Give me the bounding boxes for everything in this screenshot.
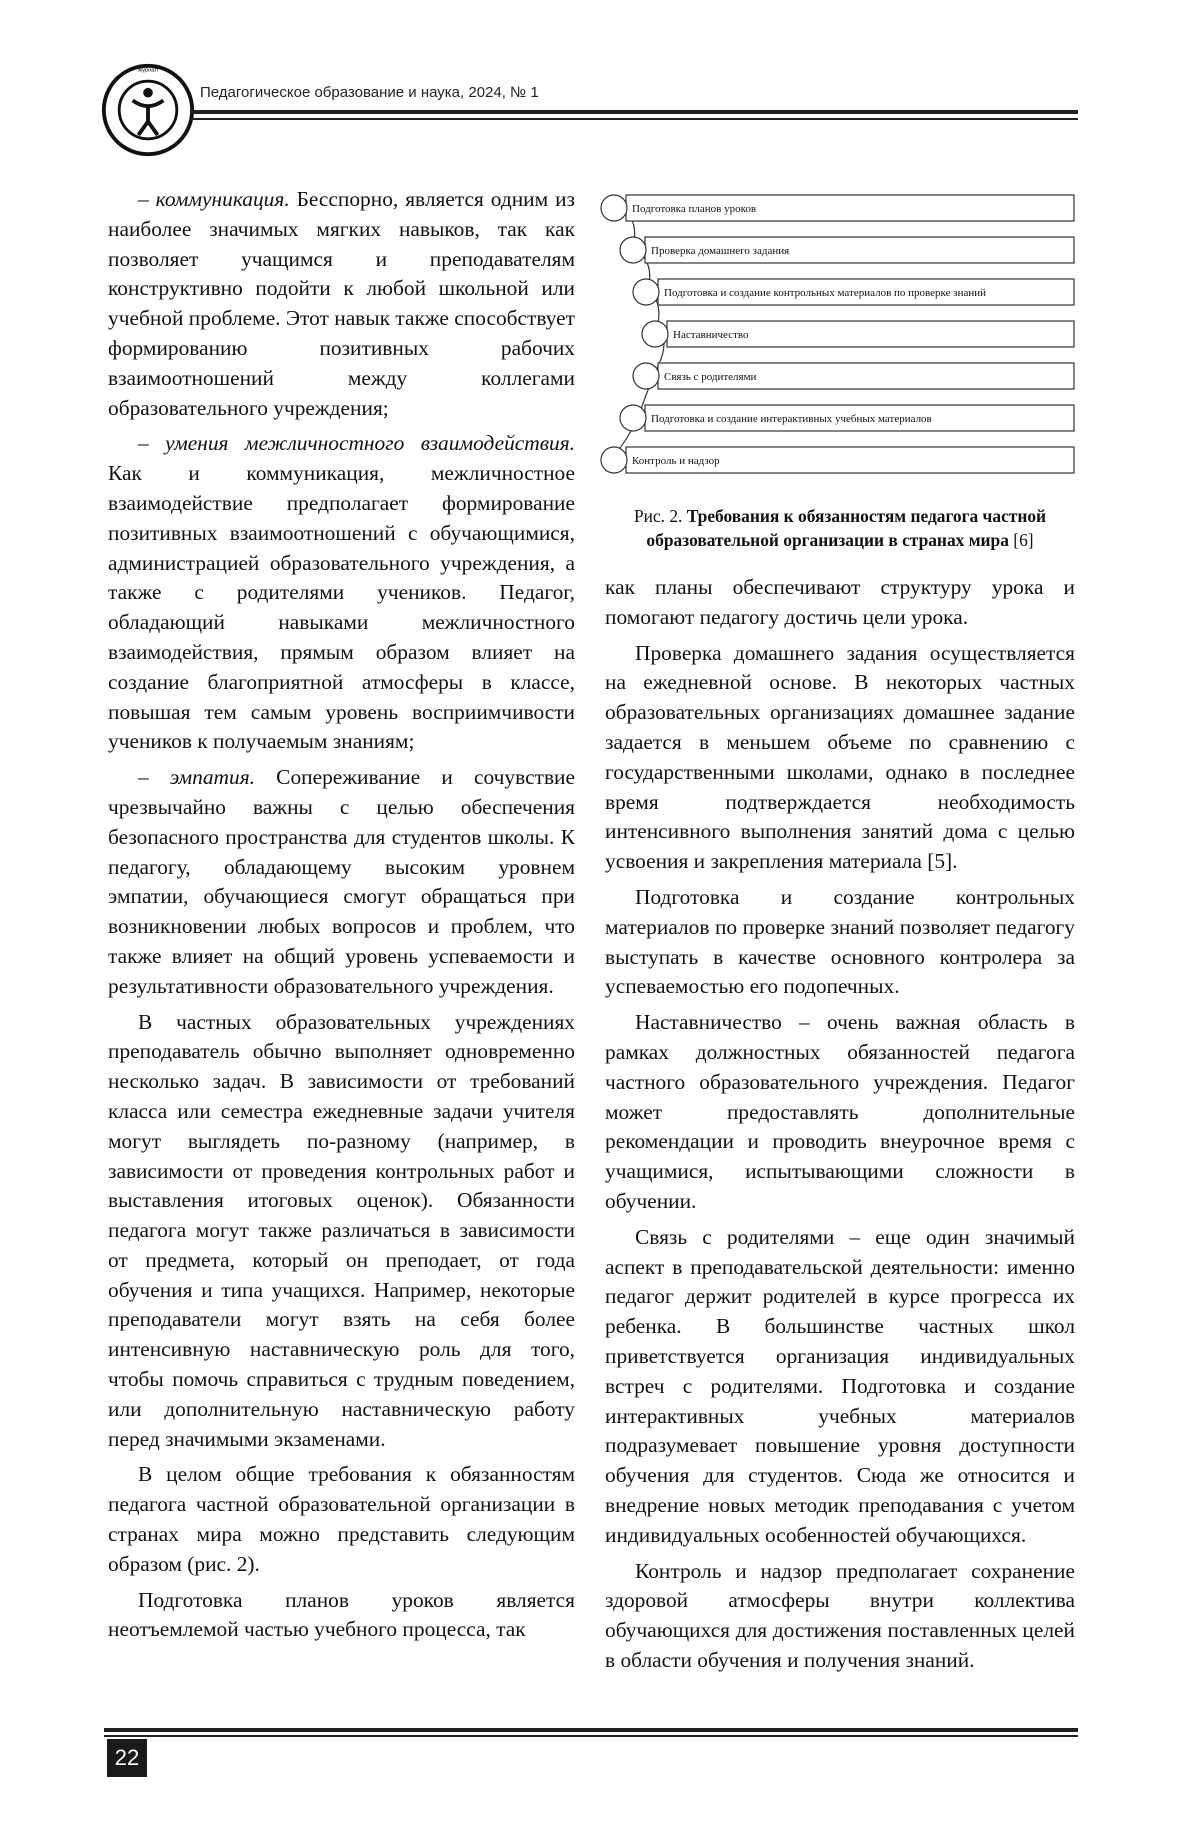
right-column xyxy=(605,573,1075,1682)
page-number: 22 xyxy=(107,1739,147,1777)
figure-row-circle xyxy=(620,237,646,263)
left-column xyxy=(108,185,575,1651)
figure-row-circle xyxy=(620,405,646,431)
paragraph: Подготовка и создание контрольных материалов по проверке знаний позволяет педагогу выступать в качестве основного контролера за успеваемостью его подопечных. xyxy=(605,884,1075,999)
figure-row-circle xyxy=(633,363,659,389)
figure-row-label: Подготовка планов уроков xyxy=(632,203,757,215)
paragraph-text: Как и коммуникация, межличностное взаимодействие предполагает формирование позитивных взаимоотношений с обучающимися, администрацией образовательного учреждения, а также с родителями учеников. Педагог, обладающий навыками межличностного взаимодействия, прямым образом влияет на создание благоприятной атмосферы в классе, повышая тем самым уровень восприимчивости учеников к получаемым знаниям; xyxy=(108,461,575,754)
figure-row-label: Наставничество xyxy=(673,329,749,341)
journal-logo xyxy=(100,62,196,158)
header-rule-thick xyxy=(190,110,1078,114)
caption-label: Рис. 2. xyxy=(633,506,683,526)
term-communication: – коммуникация. xyxy=(138,187,290,211)
figure-row-circle xyxy=(642,321,668,347)
svg-text:журнал: журнал xyxy=(138,67,158,74)
figure-caption xyxy=(600,504,1080,552)
paragraph xyxy=(108,185,575,423)
paragraph-text: Бесспорно, является одним из наиболее значимых мягких навыков, так как позволяет учащимся и преподавателям конструктивно подойти к любой школьной или учебной проблеме. Этот навык также способствует формированию позитивных рабочих взаимоотношений между коллегами образовательного учреждения; xyxy=(108,187,575,420)
paragraph: Контроль и надзор предполагает сохранение здоровой атмосферы внутри коллектива обучающихся для достижения поставленных целей в области обучения и получения знаний. xyxy=(605,1558,1075,1672)
figure-row-circle xyxy=(601,447,627,473)
caption-title: Требования к обязанностям педагога частной образовательной организации в странах мира xyxy=(646,506,1047,550)
term-interpersonal: – умения межличностного взаимодействия. xyxy=(138,431,575,456)
paragraph: Подготовка планов уроков является неотъемлемой частью учебного процесса, так xyxy=(108,1587,575,1642)
term-empathy: – эмпатия. xyxy=(138,765,255,790)
paragraph: Наставничество – очень важная область в рамках должностных обязанностей педагога частного образовательного учреждения. Педагог может предоставлять дополнительные рекомендации и проводить внеурочное время с учащимися, испытывающими сложности в обучении. xyxy=(605,1010,1075,1213)
figure-row-circle xyxy=(601,195,627,221)
paragraph xyxy=(108,429,575,757)
header-rule-thin xyxy=(190,118,1078,120)
figure-2-diagram xyxy=(600,192,1080,492)
figure-row-label: Контроль и надзор xyxy=(632,455,720,467)
figure-row-label: Подготовка и создание интерактивных учебных материалов xyxy=(651,413,932,425)
paragraph: Проверка домашнего задания осуществляется на ежедневной основе. В некоторых частных образовательных организациях домашнее задание задается в меньшем объеме по сравнению с государственными школами, однако в последнее время подтверждается необходимость интенсивного выполнения занятий дома с целью усвоения и закрепления материала [5]. xyxy=(605,640,1075,874)
footer-rule-thick xyxy=(104,1728,1078,1732)
paragraph: Связь с родителями – еще один значимый аспект в преподавательской деятельности: именно педагог держит родителей в курсе прогресса их ребенка. В большинстве частных школ приветствуется организация индивидуальных встреч с родителями. Подготовка и создание интерактивных учебных материалов подразумевает повышение уровня доступности обучения для студентов. Сюда же относится и внедрение новых методик преподавания с учетом индивидуальных особенностей обучающихся. xyxy=(605,1224,1075,1547)
caption-reference: [6] xyxy=(1013,530,1034,550)
figure-row-label: Проверка домашнего задания xyxy=(651,245,790,257)
figure-row-label: Связь с родителями xyxy=(664,371,757,383)
paragraph: В частных образовательных учреждениях преподаватель обычно выполняет одновременно несколько задач. В зависимости от требований класса или семестра ежедневные задачи учителя могут выглядеть по-разному (например, в зависимости от проведения контрольных работ и выставления итоговых оценок). Обязанности педагога могут также различаться в зависимости от предмета, который он преподает, от года обучения и типа учащихся. Например, некоторые преподаватели могут взять на себя более интенсивную наставническую роль для того, чтобы помочь справиться с трудным поведением, или дополнительную наставническую работу перед значимыми экзаменами. xyxy=(108,1009,575,1451)
paragraph: В целом общие требования к обязанностям педагога частной образовательной организации в странах мира можно представить следующим образом (рис. 2). xyxy=(108,1462,575,1576)
paragraph: как планы обеспечивают структуру урока и помогают педагогу достичь цели урока. xyxy=(605,575,1075,629)
paragraph xyxy=(108,763,575,1001)
paragraph-text: Сопереживание и сочувствие чрезвычайно важны с целью обеспечения безопасного пространства для студентов школы. К педагогу, обладающему высоким уровнем эмпатии, обучающиеся смогут обращаться при возникновении любых вопросов и проблем, что также влияет на общий уровень успеваемости и результативности образовательного учреждения. xyxy=(108,765,575,998)
footer-rule-thin xyxy=(104,1735,1078,1737)
figure-row-label: Подготовка и создание контрольных материалов по проверке знаний xyxy=(664,287,987,299)
figure-row-circle xyxy=(633,279,659,305)
journal-title: Педагогическое образование и наука, 2024, № 1 xyxy=(200,84,539,101)
